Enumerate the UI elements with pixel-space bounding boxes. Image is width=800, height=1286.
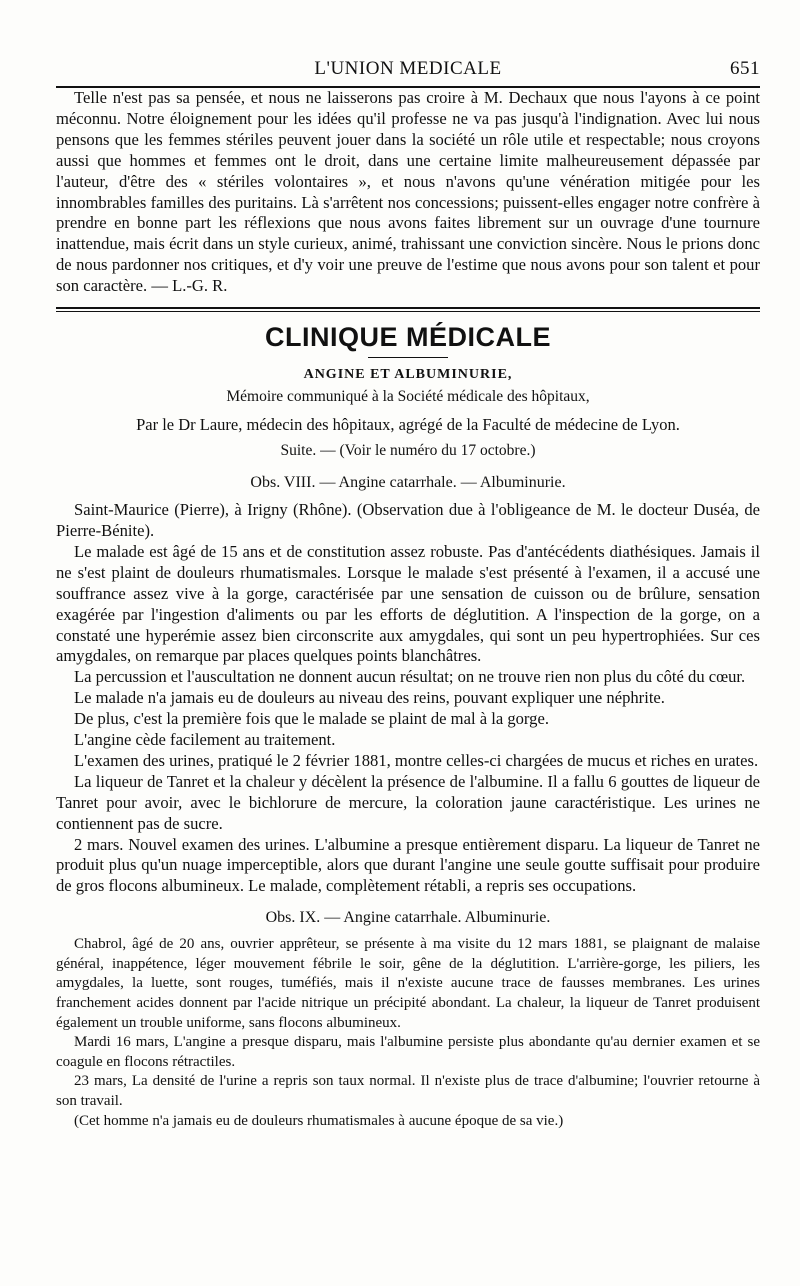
continuation-note: Suite. — (Voir le numéro du 17 octobre.) xyxy=(280,442,536,460)
obs8-paragraph: La liqueur de Tanret et la chaleur y décèlent la présence de l'albumine. Il a fallu 6 gouttes de liqueur de Tanret pour avoir, avec le bichlorure de mercure, la coloration jaune caractéristique. Les urines ne contiennent pas de sucre. xyxy=(56,771,760,833)
obs8-title: Obs. VIII. — Angine catarrhale. — Albuminurie. xyxy=(250,474,566,492)
obs8-paragraph: Le malade n'a jamais eu de douleurs au niveau des reins, pouvant expliquer une néphrite. xyxy=(74,688,665,708)
obs8-paragraph: Saint-Maurice (Pierre), à Irigny (Rhône). (Observation due à l'obligeance de M. le docteur Duséa, de Pierre-Bénite). xyxy=(56,500,760,540)
section-divider xyxy=(56,307,760,312)
author-line: Par le Dr Laure, médecin des hôpitaux, agrégé de la Faculté de médecine de Lyon. xyxy=(136,415,680,435)
memoir-line: Mémoire communiqué à la Société médicale des hôpitaux, xyxy=(226,388,590,406)
obs8-paragraph: De plus, c'est la première fois que le malade se plaint de mal à la gorge. xyxy=(74,709,549,729)
obs8-paragraph: L'examen des urines, pratiqué le 2 février 1881, montre celles-ci chargées de mucus et riches en urates. xyxy=(74,750,759,770)
intro-paragraph: Telle n'est pas sa pensée, et nous ne laisserons pas croire à M. Dechaux que nous l'ayons à ce point méconnu. Notre éloignement pour les idées qu'il professe ne va pas jusqu'à l'indignation. Avec lui nous pensons que les femmes stériles peuvent jouer dans la société un rôle utile et respectable; nous croyons aussi que hommes et femmes ont le droit, dans une certaine limite malheureusement dépassée par l'auteur, d'être des « stériles volontaires », et nous n'avons qu'une vénération mitigée pour les innombrables familles des puritains. Là s'arrêtent nos concessions; puissent-elles engager notre confrère à prendre en bonne part les réflexions que nous avons faites librement sur un ouvrage d'une tournure inattendue, mais écrit dans un style curieux, animé, trahissant une conviction sincère. Nous le prions donc de nous pardonner nos critiques, et d'y voir une preuve de l'estime que nous avons pour son talent et pour son caractère. — L.-G. R. xyxy=(56,88,760,296)
obs9-title: Obs. IX. — Angine catarrhale. Albuminurie. xyxy=(265,909,551,927)
obs9-paragraph: 23 mars, La densité de l'urine a repris son taux normal. Il n'existe plus de trace d'albumine; l'ouvrier retourne à son travail. xyxy=(56,1073,760,1110)
obs9-paragraph: Mardi 16 mars, L'angine a presque disparu, mais l'albumine persiste plus abondante qu'au dernier examen et se coagule en flocons rétractiles. xyxy=(56,1034,760,1070)
obs9-paragraph: Chabrol, âgé de 20 ans, ouvrier apprêteur, se présente à ma visite du 12 mars 1881, se plaignant de malaise général, inappétence, léger mouvement fébrile le soir, gêne de la déglutition. L'arrière-gorge, les piliers, les amygdales, la luette, sont rouges, tuméfiés, mais il n'existe aucune trace de fausses membranes. Les urines franchement acides donnent par l'acide nitrique un précipité abondant. La chaleur, la liqueur de Tanret produisent également un trouble uniforme, sans flocons albumineux. xyxy=(56,936,760,1031)
obs8-paragraph: L'angine cède facilement au traitement. xyxy=(74,730,336,750)
title-rule xyxy=(368,357,448,358)
obs8-paragraph: La percussion et l'auscultation ne donnent aucun résultat; on ne trouve rien non plus du côté du cœur. xyxy=(74,667,746,687)
obs9-body xyxy=(56,935,760,1131)
article-subtitle: ANGINE ET ALBUMINURIE, xyxy=(303,367,513,383)
section-title: CLINIQUE MÉDICALE xyxy=(264,322,551,353)
journal-title: L'UNION MEDICALE xyxy=(314,58,502,79)
obs8-paragraph: Le malade est âgé de 15 ans et de constitution assez robuste. Pas d'antécédents diathésiques. Jamais il ne s'est plaint de douleurs rhumatismales. Lorsque le malade s'est présenté à l'examen, il a accusé une souffrance assez vive à la gorge, caractérisée par une sensation de cuisson ou de brûlure, sensation exagérée par l'ingestion d'aliments ou par les efforts de déglutition. A l'inspection de la gorge, on a constaté une hyperémie assez bien circonscrite aux amygdales, qui sont un peu hypertrophiées. Sur ces amygdales, on remarque par places quelques points blanchâtres. xyxy=(56,541,760,666)
page-number: 651 xyxy=(730,58,760,79)
page-header xyxy=(56,50,760,80)
obs8-paragraph: 2 mars. Nouvel examen des urines. L'albumine a presque entièrement disparu. La liqueur de Tanret ne produit plus qu'un nuage imperceptible, alors que durant l'angine une seule goutte suffisait pour produire de gros flocons albumineux. Le malade, complètement rétabli, a repris ses occupations. xyxy=(56,834,760,896)
obs9-paragraph: (Cet homme n'a jamais eu de douleurs rhumatismales à aucune époque de sa vie.) xyxy=(74,1112,564,1129)
obs8-body xyxy=(56,500,760,897)
